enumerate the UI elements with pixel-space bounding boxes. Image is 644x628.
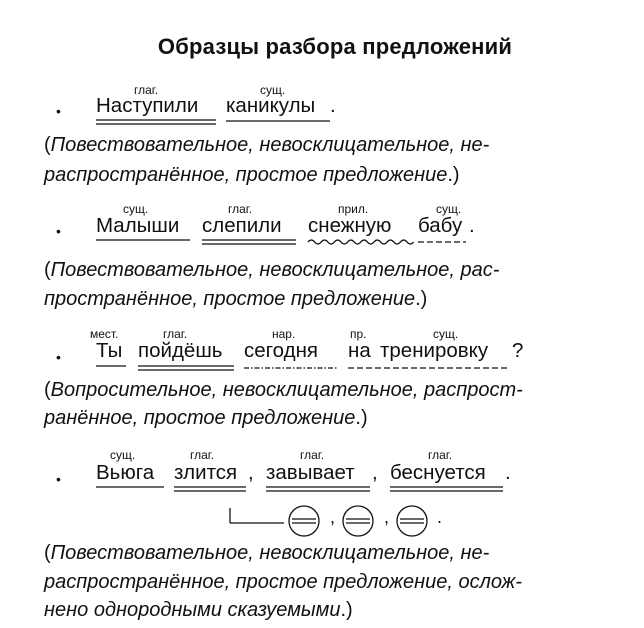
bullet: •: [56, 349, 61, 365]
paren-open: (: [44, 542, 51, 564]
pos-label: глаг.: [428, 448, 453, 462]
sentence-description-cont: [44, 408, 604, 428]
scheme-period: .: [437, 507, 443, 527]
bullet: •: [56, 223, 61, 239]
sentence-word: Ты: [96, 339, 123, 362]
description-line: Вопросительное, невосклицательное, распрост-: [50, 379, 523, 401]
pos-label: прил.: [338, 202, 369, 216]
sentence-word: Наступили: [96, 94, 199, 117]
description-line: распространённое, простое предложение: [44, 164, 448, 186]
sentence-description-cont: [44, 600, 604, 620]
pos-label: сущ.: [110, 448, 136, 462]
description-line: нено однородными сказуемыми: [44, 599, 341, 621]
sentence-description: [44, 380, 604, 400]
pos-label: нар.: [272, 327, 296, 341]
pos-label: глаг.: [190, 448, 215, 462]
scheme-predicate-circle: [289, 506, 319, 536]
scheme-predicate-circle: [397, 506, 427, 536]
pos-label: мест.: [90, 327, 119, 341]
paren-close: .): [447, 164, 460, 186]
description-line: Повествовательное, невосклицательное, рас-: [50, 259, 500, 281]
paren-open: (: [44, 134, 51, 156]
description-line: ранённое, простое предложение: [44, 407, 356, 429]
punctuation: ,: [372, 461, 378, 484]
pos-label: сущ.: [260, 83, 286, 97]
punctuation: ,: [248, 461, 254, 484]
punctuation: .: [469, 214, 475, 237]
pos-label: глаг.: [300, 448, 325, 462]
pos-label: пр.: [350, 327, 367, 341]
sentence-word: пойдёшь: [138, 339, 223, 362]
bullet: •: [56, 103, 61, 119]
homogeneous-scheme: [230, 506, 427, 536]
sentence-description-cont: [44, 289, 604, 309]
pos-label: глаг.: [228, 202, 253, 216]
scheme-comma: ,: [330, 507, 336, 527]
description-line: распространённое, простое предложение, ослож-: [44, 571, 522, 593]
sentence-word: Вьюга: [96, 461, 155, 484]
pos-label: сущ.: [123, 202, 149, 216]
paren-close: .): [340, 599, 353, 621]
sentence-word: слепили: [202, 214, 282, 237]
description-line: Повествовательное, невосклицательное, не-: [50, 134, 490, 156]
scheme-comma: ,: [384, 507, 390, 527]
paren-close: .): [355, 407, 368, 429]
attribute-underline: [308, 240, 414, 244]
sentence-word: завывает: [266, 461, 355, 484]
sentence-word: злится: [174, 461, 238, 484]
description-line: Повествовательное, невосклицательное, не-: [50, 542, 490, 564]
sentence-word: бабу: [418, 214, 463, 237]
punctuation: .: [505, 461, 511, 484]
pos-label: сущ.: [436, 202, 462, 216]
page-title: Образцы разбора предложений: [157, 34, 513, 59]
punctuation: ?: [512, 339, 524, 362]
bullet: •: [56, 471, 61, 487]
pos-label: глаг.: [134, 83, 159, 97]
pos-label: глаг.: [163, 327, 188, 341]
sentence-description: [44, 260, 604, 280]
sentence-word: снежную: [308, 214, 392, 237]
sentence-description-cont: [44, 165, 604, 185]
sentence-word: тренировку: [380, 339, 489, 362]
sentence-word: на: [348, 339, 371, 362]
sentence-word: сегодня: [244, 339, 319, 362]
punctuation: .: [330, 94, 336, 117]
description-line: пространённое, простое предложение: [44, 288, 416, 310]
paren-open: (: [44, 379, 51, 401]
sentence-description: [44, 135, 604, 155]
sentence-description: [44, 543, 604, 563]
paren-open: (: [44, 259, 51, 281]
scheme-predicate-circle: [343, 506, 373, 536]
sentence-word: каникулы: [226, 94, 316, 117]
pos-label: сущ.: [433, 327, 459, 341]
paren-close: .): [415, 288, 428, 310]
sentence-word: беснуется: [390, 461, 486, 484]
sentence-description-cont: [44, 572, 604, 592]
sentence-word: Малыши: [96, 214, 180, 237]
